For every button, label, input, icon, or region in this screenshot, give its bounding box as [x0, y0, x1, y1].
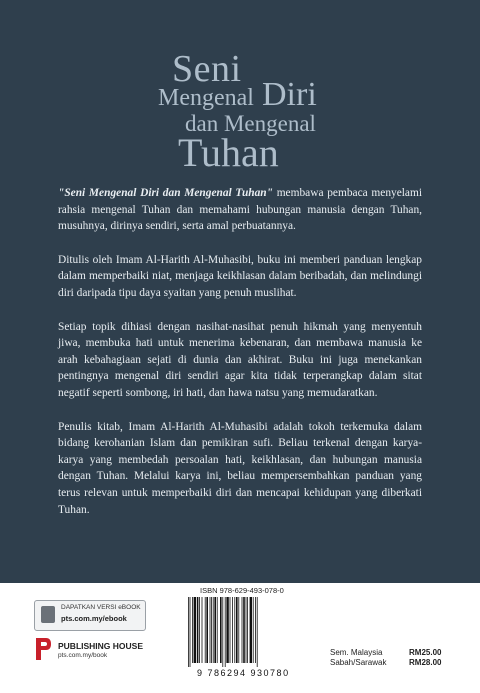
barcode-bar: [225, 597, 226, 667]
barcode-bar: [246, 597, 247, 663]
barcode-number: 9 786294 930780: [197, 668, 290, 678]
barcode-bar: [257, 597, 258, 667]
title-tuhan: Tuhan: [178, 130, 279, 175]
ebook-icon: [41, 606, 55, 623]
price-region-2: Sabah/Sarawak: [330, 658, 387, 667]
isbn-text: ISBN 978-629-493-078-0: [200, 586, 284, 595]
ebook-badge-url[interactable]: pts.com.my/ebook: [61, 614, 127, 623]
barcode-bar: [247, 597, 248, 663]
barcode-bar: [255, 597, 256, 663]
barcode-bar: [210, 597, 211, 663]
title-seni: Seni: [172, 48, 242, 90]
price-amount-2: RM28.00: [409, 658, 442, 667]
blurb: [58, 185, 422, 535]
barcode-bar: [192, 597, 193, 663]
ebook-badge-label: DAPATKAN VERSI eBOOK: [61, 604, 141, 611]
barcode: [186, 597, 294, 667]
barcode-bar: [250, 597, 252, 663]
barcode-bar: [213, 597, 214, 663]
barcode-bar: [217, 597, 218, 663]
title-mengenal: Mengenal: [158, 85, 254, 111]
barcode-bar: [222, 597, 223, 667]
barcode-bar: [234, 597, 235, 663]
barcode-bar: [232, 597, 233, 663]
barcode-bar: [226, 597, 228, 663]
blurb-paragraph-1: [58, 185, 422, 235]
price-amount-1: RM25.00: [409, 648, 442, 657]
barcode-bar: [236, 597, 238, 663]
barcode-bar: [194, 597, 196, 663]
barcode-bar: [188, 597, 189, 667]
barcode-bar: [238, 597, 239, 663]
book-title-quote: "Seni Mengenal Diri dan Mengenal Tuhan": [58, 187, 273, 199]
barcode-bar: [205, 597, 206, 663]
price-region-1: Sem. Malaysia: [330, 648, 383, 657]
publisher-name: PUBLISHING HOUSE: [58, 641, 144, 651]
barcode-bar: [220, 597, 222, 663]
ebook-badge[interactable]: [34, 600, 146, 631]
barcode-bar: [214, 597, 216, 663]
barcode-bar: [211, 597, 212, 663]
barcode-bar: [242, 597, 243, 663]
barcode-bar: [197, 597, 199, 663]
barcode-bar: [206, 597, 208, 663]
publisher-url[interactable]: pts.com.my/book: [58, 652, 108, 659]
blurb-paragraph-2: Ditulis oleh Imam Al-Harith Al-Muhasibi, buku ini memberi panduan lengkap dalam memperbaiki niat, menjaga keikhlasan dalam beribadah, dan melindungi diri daripada tipu daya syaitan yang penuh muslihat.: [58, 253, 422, 299]
barcode-bar: [230, 597, 231, 663]
barcode-bar: [253, 597, 254, 663]
blurb-paragraph-3: Setiap topik dihiasi dengan nasihat-nasihat penuh hikmah yang menyentuh jiwa, membuka hati untuk menerima kebenaran, dan membawa manusia ke arah kebahagiaan sejati di dunia dan akhirat. Buku ini juga menekankan pentingnya mengenal diri sendiri agar kita tidak terperangkap dalam sitat negatif seperti sombong, iri hati, dan hawa natsu yang memudaratkan.: [58, 320, 422, 399]
title-diri: Diri: [262, 76, 317, 113]
price-value-1: [409, 648, 441, 657]
price-value-2: [409, 658, 441, 667]
publisher-logo-icon: [34, 636, 52, 662]
barcode-bar: [202, 597, 203, 663]
barcode-bar: [243, 597, 245, 663]
barcode-bar: [190, 597, 191, 667]
barcode-bar: [199, 597, 200, 663]
title-dan-mengenal: dan Mengenal: [185, 111, 316, 136]
blurb-paragraph-1-rest: membawa pembaca menyelami rahsia mengenal Tuhan dan memahami hubungan manusia dengan Tuhan, musuhnya, dirinya sendiri, serta amal perbuatannya.: [58, 187, 423, 233]
blurb-paragraph-4: Penulis kitab, Imam Al-Harith Al-Muhasibi adalah tokoh terkemuka dalam bidang kerohanian Islam dan pemikiran sufi. Beliau terkenal dengan karya-karya yang membedah persoalan hati, keikhlasan, dan hubungan manusia dengan Tuhan. Melalui karya ini, beliau mempersembahkan panduan yang terus relevan untuk memperbaiki diri dan mencapai kehidupan yang diberkati Tuhan.: [58, 420, 422, 516]
